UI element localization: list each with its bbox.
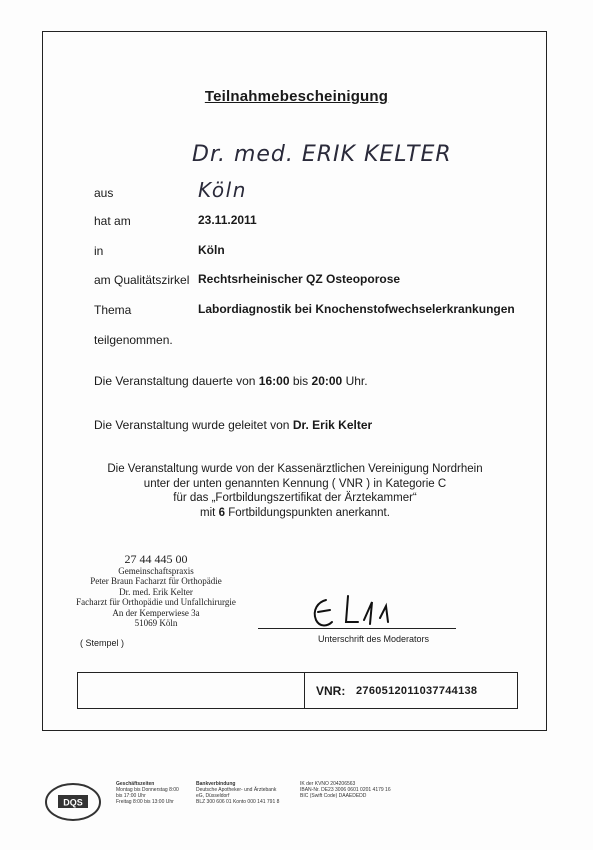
- recognition-line-4: [60, 506, 530, 521]
- document-title: Teilnahmebescheinigung: [204, 88, 389, 105]
- label-aus: aus: [94, 186, 114, 200]
- stamp-line: Facharzt für Orthopädie und Unfallchirurgie: [76, 597, 236, 607]
- stempel-label: ( Stempel ): [80, 638, 125, 648]
- label-hat-am: hat am: [94, 214, 131, 228]
- footer-ids: [300, 781, 391, 799]
- recognition-paragraph: [60, 462, 530, 520]
- stamp-line: Dr. med. Erik Kelter: [119, 586, 193, 597]
- label-thema: Thema: [94, 303, 132, 317]
- footer-hours-line: Freitag 8:00 bis 13:00 Uhr: [116, 799, 174, 805]
- value-date: 23.11.2011: [198, 213, 257, 227]
- recognition-line-2: unter der unten genannten Kennung ( VNR ) in Kategorie C: [143, 477, 447, 490]
- label-teilgenommen: teilgenommen.: [94, 333, 173, 347]
- dqs-certification-logo-icon: [44, 782, 102, 822]
- vnr-label: VNR:: [316, 684, 346, 698]
- leader-prefix: Die Veranstaltung wurde geleitet von: [94, 418, 290, 432]
- footer-ids-line: BIC (Swift Code) DAAEDEDD: [300, 793, 367, 799]
- stamp-line: Peter Braun Facharzt für Orthopädie: [90, 576, 222, 586]
- footer-hours-line: Montag bis Donnerstag 8:00: [116, 787, 179, 793]
- practice-stamp: [56, 554, 256, 629]
- duration-sentence: [94, 374, 368, 388]
- recognition-points-prefix: mit: [200, 506, 216, 519]
- recognition-line-3: für das „Fortbildungszertifikat der Ärztekammer“: [173, 492, 417, 504]
- participant-name-handwritten: Dr. med. ERIK KELTER: [192, 142, 452, 167]
- footer-bank-line: eG, Düsseldorf: [196, 793, 230, 799]
- duration-end: 20:00: [311, 374, 343, 388]
- value-location: Köln: [198, 243, 225, 257]
- duration-suffix: Uhr.: [345, 374, 368, 388]
- footer-bank-title: Bankverbindung: [196, 781, 236, 787]
- recognition-points-suffix: Fortbildungspunkten anerkannt.: [228, 506, 390, 519]
- recognition-line-1: Die Veranstaltung wurde von der Kassenärztlichen Vereinigung Nordrhein: [107, 463, 483, 475]
- duration-prefix: Die Veranstaltung dauerte von: [94, 374, 256, 388]
- participant-city-handwritten: Köln: [198, 178, 247, 202]
- footer-hours-line: bis 17:00 Uhr: [116, 793, 146, 799]
- logo-text: DQS: [63, 797, 83, 808]
- signature-label: Unterschrift des Moderators: [318, 634, 430, 644]
- vnr-divider: [304, 673, 305, 708]
- footer-bank-line: BLZ 300 606 01 Konto 000 141 791 8: [196, 799, 280, 805]
- leader-sentence: [94, 418, 372, 432]
- footer-bank-line: Deutsche Apotheker- und Ärztebank: [196, 787, 277, 793]
- label-qualitaetszirkel: am Qualitätszirkel: [94, 273, 190, 287]
- value-qualitaetszirkel: Rechtsrheinischer QZ Osteoporose: [198, 272, 401, 286]
- footer-bank: [196, 781, 279, 805]
- footer-ids-line: IK der KVNO 204206563: [300, 781, 356, 787]
- duration-start: 16:00: [258, 374, 290, 388]
- leader-name: Dr. Erik Kelter: [292, 418, 373, 432]
- value-thema: Labordiagnostik bei Knochenstofwechselerkrankungen: [198, 302, 515, 316]
- stamp-line: 51069 Köln: [134, 618, 178, 628]
- label-in: in: [94, 244, 104, 258]
- footer-hours-title: Geschäftszeiten: [116, 781, 155, 787]
- stamp-phone: 27 44 445 00: [124, 552, 188, 566]
- vnr-value: 2760512011037744138: [356, 685, 478, 697]
- footer-hours: [116, 781, 179, 805]
- recognition-points: 6: [218, 506, 225, 519]
- stamp-line: Gemeinschaftspraxis: [118, 565, 194, 576]
- duration-mid: bis: [292, 374, 309, 388]
- moderator-signature: [308, 592, 428, 632]
- footer-ids-line: IBAN-Nr. DE23 3006 0601 0201 4179 16: [300, 787, 391, 793]
- vnr-box: [77, 672, 518, 709]
- stamp-line: An der Kemperwiese 3a: [112, 607, 200, 618]
- signature-line: [258, 628, 456, 629]
